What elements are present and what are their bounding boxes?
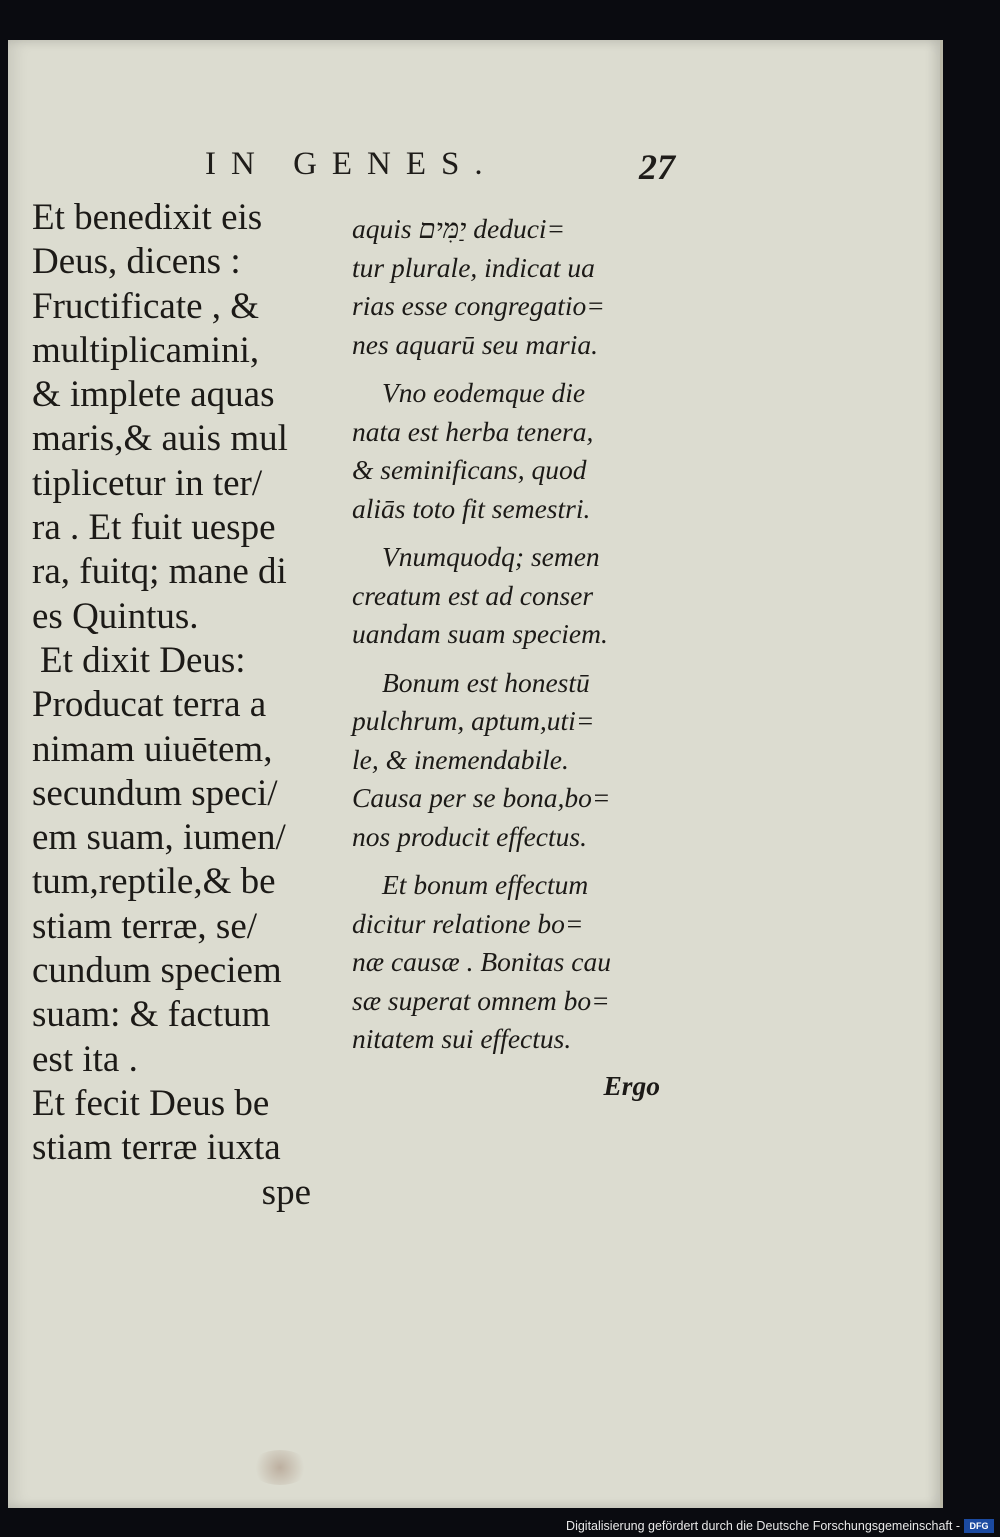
commentary-block	[352, 866, 672, 1059]
dfg-logo-icon: DFG	[964, 1519, 994, 1533]
main-text-line: es Quintus.	[32, 595, 199, 637]
page-header	[205, 146, 675, 196]
commentary-column	[352, 210, 672, 1105]
commentary-line: Bonum est honestū	[382, 666, 590, 698]
commentary-block	[352, 374, 672, 528]
commentary-line: Causa per se bona,bo=	[352, 782, 611, 813]
catchword: Ergo	[603, 1069, 660, 1101]
main-text-line: tum,reptile,& be	[32, 861, 276, 903]
main-text-line: stiam terræ iuxta	[32, 1127, 281, 1169]
main-text-line: multiplicamini,	[32, 329, 260, 371]
main-text-line: & implete aquas	[32, 374, 275, 416]
commentary-line: nitatem sui effectus.	[352, 1023, 572, 1054]
main-text-line: est ita .	[32, 1038, 138, 1080]
commentary-line: nos producit effectus.	[352, 820, 587, 852]
main-text-line: Et benedixit eis	[32, 197, 263, 238]
main-text-line: Et fecit Deus be	[32, 1082, 270, 1124]
main-text-line: maris,& auis mul	[32, 418, 288, 460]
main-text-column	[32, 196, 347, 1215]
commentary-line: tur plurale, indicat ua	[352, 251, 595, 283]
commentary-line: nata est herba tenera,	[352, 415, 594, 447]
commentary-block	[352, 779, 672, 856]
main-text-line: ra . Et fuit uespe	[32, 507, 276, 549]
main-text-line: secundum speci/	[32, 772, 278, 814]
main-text-line: suam: & factum	[32, 994, 271, 1036]
commentary-line: le, & inemendabile.	[352, 743, 569, 775]
commentary-line: uandam suam speciem.	[352, 618, 608, 649]
catchword: spe	[261, 1171, 311, 1213]
main-text-line: stiam terræ, se/	[32, 905, 258, 947]
commentary-line: sæ superat omnem bo=	[352, 984, 610, 1016]
commentary-block	[352, 538, 672, 654]
commentary-line: dicitur relatione bo=	[352, 907, 584, 939]
commentary-line: Vnumquodq; semen	[382, 541, 600, 572]
funding-notice: Digitalisierung gefördert durch die Deutsche Forschungsgemeinschaft -	[566, 1519, 960, 1533]
running-title: IN GENES.	[205, 146, 498, 182]
commentary-line: creatum est ad conser	[352, 579, 594, 611]
commentary-line: & seminificans, quod	[352, 454, 587, 485]
main-text-line: Fructificate , &	[32, 285, 260, 327]
main-text-line: ra, fuitq; mane di	[32, 551, 287, 593]
paper-stain	[250, 1450, 310, 1485]
main-text-line: Et dixit Deus:	[40, 639, 246, 681]
page-number: 27	[639, 147, 675, 187]
commentary-line: næ causæ . Bonitas cau	[352, 946, 611, 977]
commentary-line: aliās toto fit semestri.	[352, 492, 591, 524]
footer-bar	[0, 1516, 1000, 1537]
commentary-block	[352, 210, 672, 364]
main-text-line: Producat terra a	[32, 684, 267, 726]
commentary-line: nes aquarū seu maria.	[352, 328, 598, 360]
commentary-line: pulchrum, aptum,uti=	[352, 705, 595, 736]
commentary-line: aquis יַמִּים deduci=	[352, 213, 566, 244]
commentary-block	[352, 664, 672, 780]
main-text-line: Deus, dicens :	[32, 241, 241, 283]
main-text-line: nimam uiuētem,	[32, 728, 273, 770]
commentary-line: rias esse congregatio=	[352, 290, 605, 321]
main-text-line: tiplicetur in ter/	[32, 462, 263, 504]
main-text-line: cundum speciem	[32, 950, 282, 992]
main-text-line: em suam, iumen/	[32, 817, 286, 859]
commentary-line: Vno eodemque die	[382, 377, 586, 408]
commentary-line: Et bonum effectum	[382, 869, 589, 900]
